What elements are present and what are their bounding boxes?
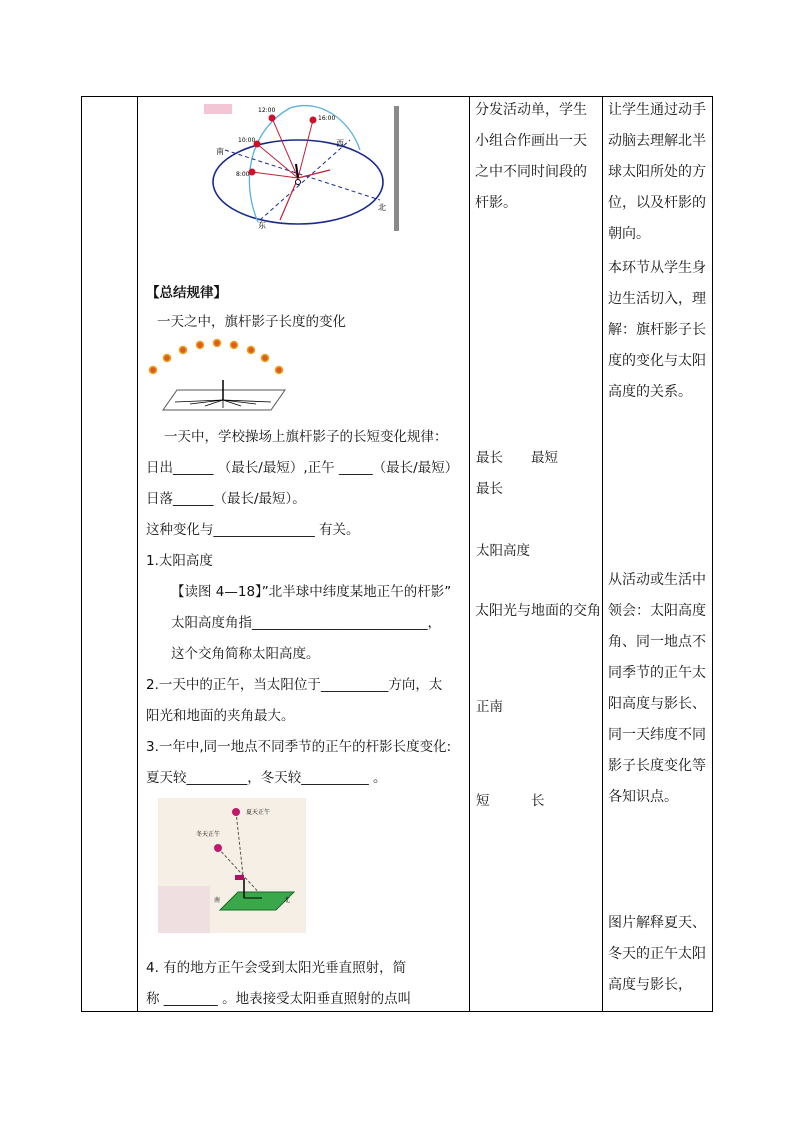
observer-point [296, 180, 301, 185]
note-2: 本环节从学生身边生活切入，理解：旗杆影子长度的变化与太阳高度的关系。 [608, 260, 706, 400]
answer-short: 短 [476, 793, 490, 809]
winter-label: 冬天正午 [196, 831, 221, 838]
section-intro: 一天之中，旗杆影子长度的变化 [157, 314, 346, 330]
item1-note: 这个交角简称太阳高度。 [171, 646, 320, 662]
section-heading: 【总结规律】 [146, 285, 227, 301]
south-label: 南 [214, 897, 221, 904]
item4-line-b: 称 ________ 。地表接受太阳垂直照射的点叫 [146, 991, 412, 1007]
item1-def: 太阳高度角指__________________________， [171, 615, 441, 631]
answer-angle: 太阳光与地面的交角 [475, 603, 601, 619]
item3-line-b: 夏天较_________，冬天较__________ 。 [146, 770, 387, 786]
answer-south: 正南 [476, 699, 503, 715]
pole [296, 164, 298, 178]
noon-sun-height-figure [158, 798, 306, 933]
column-divider [137, 97, 138, 1011]
rule-title: 一天中，学校操场上旗杆影子的长短变化规律： [164, 429, 448, 445]
sun-ray [272, 118, 298, 178]
winter-sun [214, 844, 222, 852]
time-label: 10:00 [238, 137, 256, 144]
note-1: 让学生通过动手动脑去理解北半球太阳所处的方位，以及杆影的朝向。 [608, 102, 706, 242]
note-4: 图片解释夏天、冬天的正午太阳高度与影长， [608, 915, 706, 993]
direction-label: 东 [258, 221, 266, 230]
item2-line-b: 阳光和地面的夹角最大。 [146, 708, 295, 724]
answer-longest-2: 最长 [476, 481, 503, 497]
time-label: 8:00 [236, 171, 250, 178]
summer-sun [232, 808, 240, 816]
sun-ray [298, 120, 313, 178]
rule-line-3: 这种变化与_______________ 有关。 [146, 522, 360, 538]
sun-dot [310, 117, 317, 124]
shadow-line [298, 170, 330, 178]
item1-read: 【读图 4—18】”北半球中纬度某地正午的杆影” [171, 584, 452, 600]
item2-line-a: 2.一天中的正午，当太阳位于__________方向，太 [146, 677, 443, 693]
item1-title: 1.太阳高度 [146, 553, 213, 569]
column-divider [602, 97, 603, 1011]
direction-label: 南 [216, 147, 224, 156]
figure-overlay [158, 886, 210, 933]
rule-line-1: 日出______ （最长/最短）,正午 _____（最长/最短） [146, 460, 459, 476]
answer-sun-height: 太阳高度 [476, 543, 530, 559]
sun-sequence [150, 340, 283, 374]
flagpole-shadow-figure [145, 338, 295, 414]
flag [235, 875, 244, 880]
item3-line-a: 3.一年中,同一地点不同季节的正午的杆影长度变化: [146, 739, 452, 755]
time-label: 16:00 [318, 115, 336, 122]
scrollbar-artifact [394, 106, 399, 231]
rule-line-2: 日落______（最长/最短）。 [146, 491, 306, 507]
answer-longest: 最长 [476, 450, 503, 466]
figure-label-smudge [204, 104, 232, 114]
column-divider [469, 97, 470, 1011]
note-3: 从活动或生活中领会：太阳高度角、同一地点不同季节的正午太阳高度与影长、同一天纬度不同影子长度变化等各知识点。 [608, 572, 706, 805]
sun-dot [269, 115, 276, 122]
answer-long: 长 [531, 793, 545, 809]
time-label: 12:00 [258, 107, 276, 114]
direction-label: 西 [336, 139, 344, 148]
activity-text: 分发活动单，学生小组合作画出一天之中不同时间段的杆影。 [475, 102, 587, 211]
item4-line-a: 4. 有的地方正午会受到太阳光垂直照射，简 [146, 960, 407, 976]
sun-path-diagram [200, 100, 405, 235]
direction-label: 北 [378, 203, 386, 212]
sun-ray [257, 144, 298, 178]
answer-shortest: 最短 [531, 450, 558, 466]
shadow-line [280, 178, 298, 220]
sun-dot [249, 169, 256, 176]
summer-label: 夏天正午 [246, 809, 271, 816]
sun-arc [249, 106, 360, 222]
north-label: 北 [284, 897, 291, 904]
